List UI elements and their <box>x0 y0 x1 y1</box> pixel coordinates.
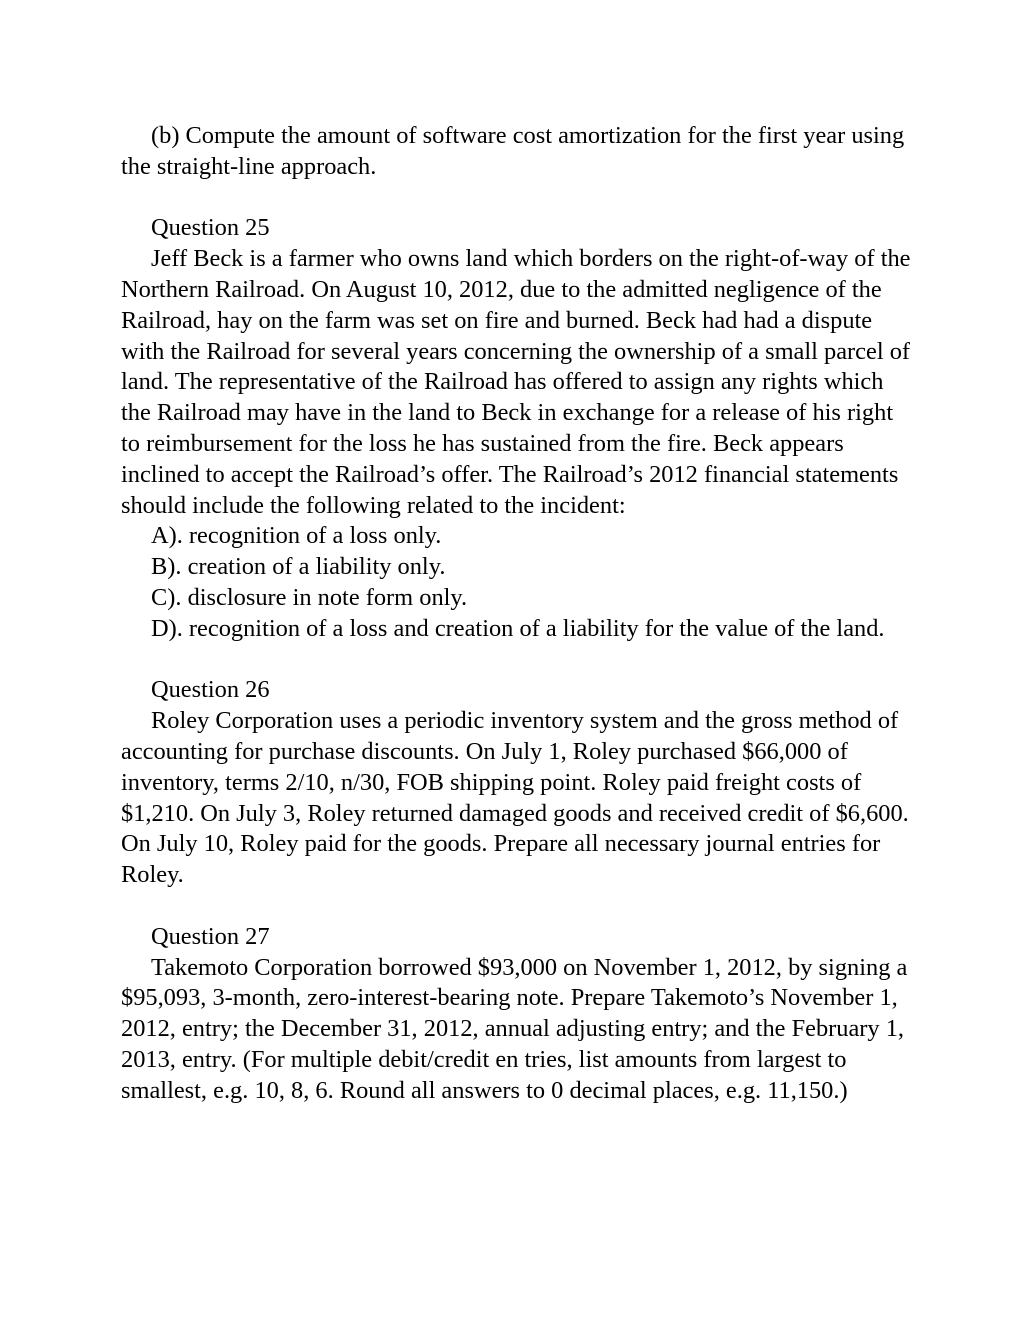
spacer <box>121 645 911 676</box>
spacer <box>121 891 911 922</box>
question-25-body: Jeff Beck is a farmer who owns land which borders on the right-of-way of the Northern Railroad. On August 10, 2012, due to the admitted negligence of the Railroad, hay on the farm was set on fire and burned. Beck had had a dispute with the Railroad for several years concerning the ownership of a small parcel of land. The representative of the Railroad has offered to assign any rights which the Railroad may have in the land to Beck in exchange for a release of his right to reimbursement for the loss he has sustained from the fire. Beck appears inclined to accept the Railroad’s offer. The Railroad’s 2012 financial statements should include the following related to the incident: <box>121 245 911 519</box>
question-26-title: Question 26 <box>151 676 270 704</box>
spacer <box>121 183 911 214</box>
question-25-option-d: D). recognition of a loss and creation of a liability for the value of the land. <box>151 614 885 642</box>
question-25-option-a: A). recognition of a loss only. <box>151 522 442 550</box>
question-27-body: Takemoto Corporation borrowed $93,000 on November 1, 2012, by signing a $95,093, 3-month, zero-interest-bearing note. Prepare Takemoto’s November 1, 2012, entry; the December 31, 2012, annual adjusting entry; and the February 1, 2013, entry. (For multiple debit/credit en tries, list amounts from largest to smallest, e.g. 10, 8, 6. Round all answers to 0 decimal places, e.g. 11,150.) <box>121 953 908 1104</box>
question-25-title: Question 25 <box>151 214 270 242</box>
question-27-title: Question 27 <box>151 922 270 950</box>
document-page <box>121 121 911 1107</box>
question-25-option-b: B). creation of a liability only. <box>151 553 446 581</box>
question-25-option-c: C). disclosure in note form only. <box>151 583 468 611</box>
question-26-body: Roley Corporation uses a periodic inventory system and the gross method of accounting for purchase discounts. On July 1, Roley purchased $66,000 of inventory, terms 2/10, n/30, FOB shipping point. Roley paid freight costs of $1,210. On July 3, Roley returned damaged goods and received credit of $6,600. On July 10, Roley paid for the goods. Prepare all necessary journal entries for Roley. <box>121 707 909 889</box>
part-b-text: (b) Compute the amount of software cost amortization for the first year using the straight-line approach. <box>121 122 905 180</box>
